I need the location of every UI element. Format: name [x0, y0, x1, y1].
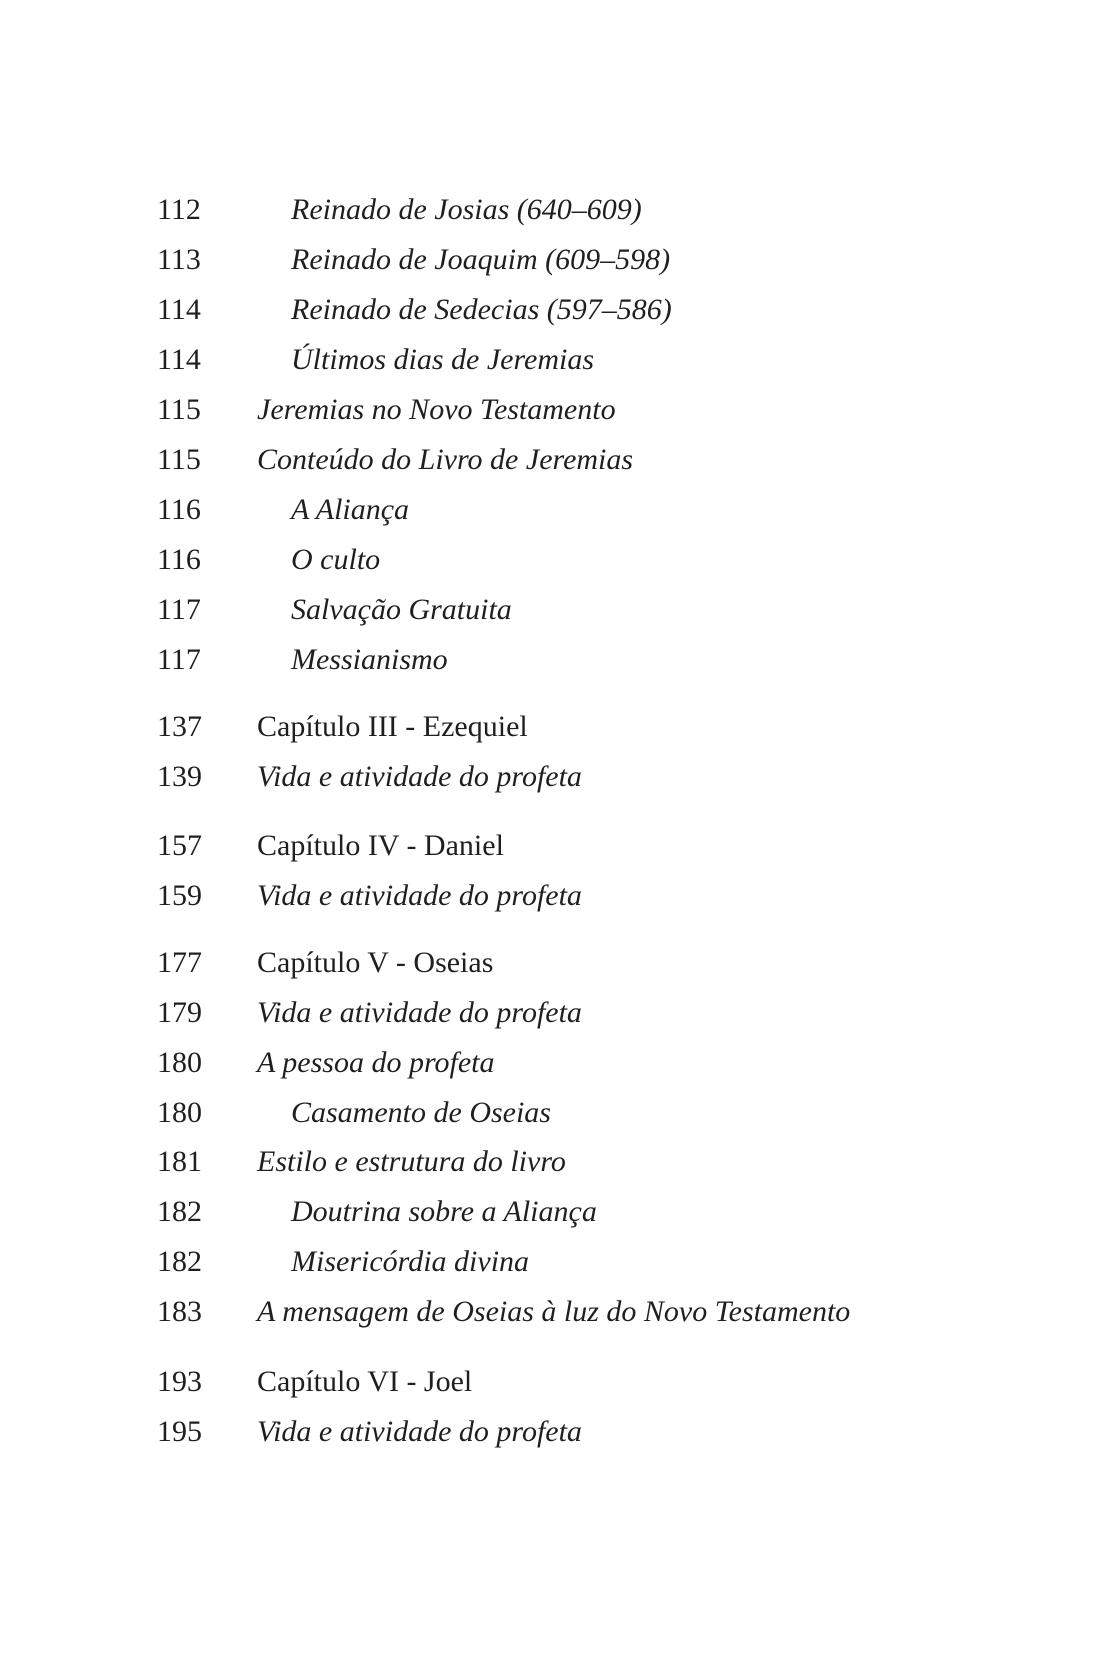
toc-page-number: 157 — [157, 829, 202, 862]
toc-entry — [0, 340, 1103, 380]
toc-page-number: 114 — [157, 343, 201, 376]
toc-entry-title: Vida e atividade do profeta — [257, 760, 582, 793]
toc-page-number: 112 — [157, 193, 201, 226]
toc-page-number: 181 — [157, 1145, 202, 1178]
toc-entry — [0, 993, 1103, 1033]
toc-chapter-title: Capítulo III - Ezequiel — [257, 710, 528, 743]
toc-page-number: 137 — [157, 710, 202, 743]
toc-chapter-entry — [0, 943, 1103, 983]
toc-page-number: 115 — [157, 443, 201, 476]
toc-page-number: 182 — [157, 1195, 202, 1228]
toc-entry — [0, 1242, 1103, 1282]
toc-page-number: 180 — [157, 1046, 202, 1079]
toc-entry-title: Jeremias no Novo Testamento — [257, 393, 616, 426]
toc-chapter-title: Capítulo IV - Daniel — [257, 829, 504, 862]
toc-entry-title: A Aliança — [291, 493, 410, 526]
toc-chapter-entry — [0, 1362, 1103, 1402]
toc-entry-title: A pessoa do profeta — [257, 1046, 495, 1079]
toc-page-number: 159 — [157, 879, 202, 912]
toc-entry — [0, 1142, 1103, 1182]
toc-entry — [0, 1043, 1103, 1083]
toc-entry — [0, 540, 1103, 580]
toc-entry — [0, 590, 1103, 630]
toc-entry-title: Vida e atividade do profeta — [257, 1415, 582, 1448]
toc-entry-title: Salvação Gratuita — [291, 593, 512, 626]
toc-entry — [0, 757, 1103, 797]
toc-page-number: 139 — [157, 760, 202, 793]
toc-page-number: 113 — [157, 243, 201, 276]
toc-entry — [0, 390, 1103, 430]
toc-entry — [0, 240, 1103, 280]
toc-entry — [0, 876, 1103, 916]
toc-page-number: 193 — [157, 1365, 202, 1398]
toc-entry — [0, 190, 1103, 230]
toc-page-number: 179 — [157, 996, 202, 1029]
toc-entry-title: Casamento de Oseias — [291, 1096, 551, 1129]
toc-entry-title: Vida e atividade do profeta — [257, 879, 582, 912]
toc-page-number: 117 — [157, 643, 201, 676]
toc-page-number: 180 — [157, 1096, 202, 1129]
toc-entry — [0, 1412, 1103, 1452]
toc-entry — [0, 440, 1103, 480]
toc-entry — [0, 1093, 1103, 1133]
toc-entry-title: Reinado de Josias (640–609) — [291, 193, 642, 226]
toc-entry-title: Doutrina sobre a Aliança — [291, 1195, 597, 1228]
toc-page-number: 183 — [157, 1295, 202, 1328]
toc-chapter-title: Capítulo V - Oseias — [257, 946, 494, 979]
toc-entry-title: Misericórdia divina — [291, 1245, 530, 1278]
toc-page-number: 114 — [157, 293, 201, 326]
toc-entry-title: Estilo e estrutura do livro — [257, 1145, 566, 1178]
toc-page-number: 177 — [157, 946, 202, 979]
toc-entry — [0, 1292, 1103, 1332]
toc-entry-title: Últimos dias de Jeremias — [291, 343, 595, 376]
toc-entry — [0, 490, 1103, 530]
toc-entry-title: Vida e atividade do profeta — [257, 996, 582, 1029]
toc-page-number: 117 — [157, 593, 201, 626]
toc-page-number: 195 — [157, 1415, 202, 1448]
toc-page-number: 182 — [157, 1245, 202, 1278]
toc-chapter-title: Capítulo VI - Joel — [257, 1365, 473, 1398]
toc-entry — [0, 290, 1103, 330]
toc-entry-title: A mensagem de Oseias à luz do Novo Testamento — [257, 1295, 851, 1328]
toc-entry-title: Reinado de Joaquim (609–598) — [291, 243, 671, 276]
toc-entry-title: Reinado de Sedecias (597–586) — [291, 293, 672, 326]
toc-entry-title: Messianismo — [291, 643, 448, 676]
toc-entry — [0, 1192, 1103, 1232]
toc-entry-title: Conteúdo do Livro de Jeremias — [257, 443, 634, 476]
toc-entry — [0, 640, 1103, 680]
toc-entry-title: O culto — [291, 543, 381, 576]
toc-page-number: 115 — [157, 393, 201, 426]
toc-page-number: 116 — [157, 493, 201, 526]
toc-chapter-entry — [0, 826, 1103, 866]
toc-chapter-entry — [0, 707, 1103, 747]
toc-page-number: 116 — [157, 543, 201, 576]
